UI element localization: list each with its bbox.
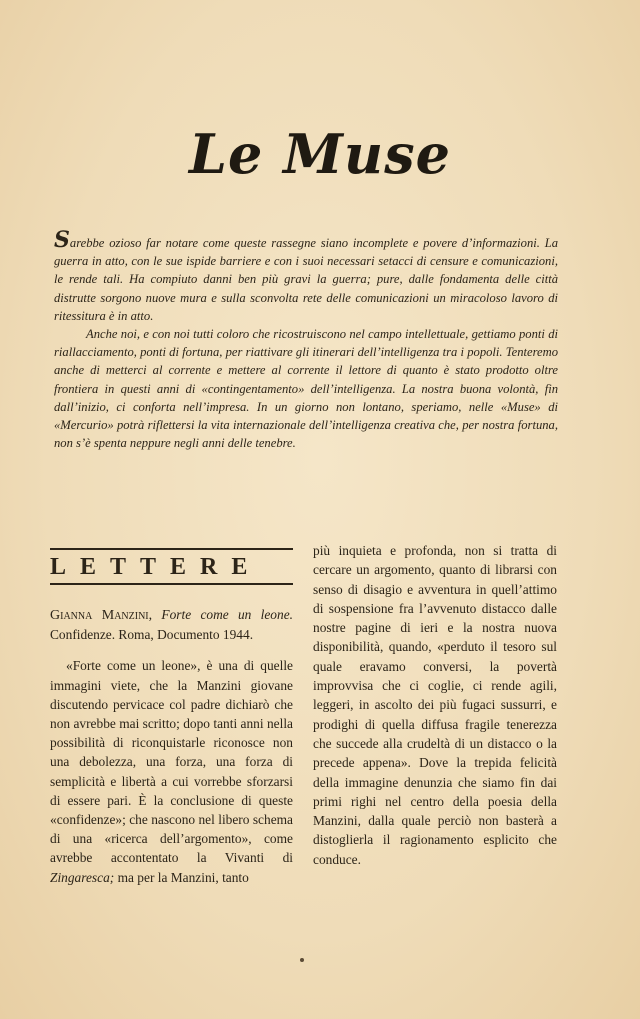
book-details: Confidenze. Roma, Documento 1944. bbox=[50, 627, 254, 643]
page-dot bbox=[300, 958, 304, 962]
section-title: LETTERE bbox=[50, 554, 262, 580]
left-column bbox=[50, 548, 293, 887]
book-entry bbox=[50, 605, 293, 644]
section-header bbox=[50, 548, 293, 585]
review-text-left-tail: ma per la Manzini, tanto bbox=[117, 869, 249, 885]
drop-cap: S bbox=[54, 227, 70, 253]
intro-paragraph-2: Anche noi, e con noi tutti coloro che ricostruiscono nel campo intellettuale, gettiamo ponti di riallacciamento, ponti di fortuna, per riattivare gli itinerari dell’intelligenza tra i popoli. Tenteremo anche di metterci al corrente e mettere al corrente il lettore di quanto è stato prodotto oltre frontiera in questi anni di «contingentamento» dell’intelligenza. La nostra buona volontà, fin dall’inizio, ci conforta nell’impresa. In un giorno non lontano, speriamo, nelle «Muse» di «Mercurio» potrà riflettersi la vita internazionale dell’intelligenza creativa che, per nostra fortuna, non s’è spenta neppure negli anni delle tenebre. bbox=[54, 327, 558, 451]
book-author: Gianna Manzini, bbox=[50, 608, 153, 623]
review-text-left bbox=[50, 656, 293, 886]
right-column bbox=[313, 541, 557, 869]
book-title: Forte come un leone. bbox=[161, 607, 293, 622]
review-text-right: più inquieta e profonda, non si tratta di cercare un argomento, quanto di librarsi con senso di disagio e avventura in quell’attimo di sospensione fra l’avvenuto distacco dalle nostre pagine di ieri e la nostra nuova disponibilità, quando, «perduto il tesoro sul quale eravamo conversi, la povertà improvvisa che ci coglie, ci rende agili, leggeri, in ascolto dei più fugaci sussurri, e prodighi di quella diffusa fragile tenerezza che succede alla crudeltà di un distacco o la precede appena». Dove la trepida felicità della immagine denunzia che siamo fin dai primi righi nel centro della poesia della Manzini, dalla quale perciò non basterà a distoglierla il ragionamento esplicito che conduce. bbox=[313, 543, 557, 867]
page-title: Le Muse bbox=[189, 122, 451, 186]
intro-paragraph-1 bbox=[54, 227, 558, 325]
review-italic-title: Zingaresca; bbox=[50, 869, 115, 885]
intro-paragraph-1-text: arebbe ozioso far notare come queste rassegne siano incomplete e povere d’informazioni. La guerra in atto, con le sue ispide barriere e con i suoi necessari setacci di censure e comunicazioni, le rende tali. Ha compiuto danni ben più gravi la guerra; pure, dalle fondamenta delle città distrutte sorgono nuove mura e sulla sconvolta rete delle comunicazioni un miracoloso lavoro di ritessitura è in atto. bbox=[54, 236, 558, 323]
review-text-left-main: «Forte come un leone», è una di quelle immagini viete, che la Manzini giovane discutendo pervicace col padre dichiarò che non avrebbe mai scritto; dopo tanti anni nella possibilità di riconquistarle riconosce non una debolezza, una forza, una forza di semplicità e libertà a cui vorrebbe sforzarsi di essere pari. È la conclusione di queste «confidenze»; che nascono nel libero schema di una «ricerca dell’argomento», come avrebbe accontentato la Vivanti di bbox=[50, 658, 293, 866]
intro-text bbox=[54, 227, 558, 452]
